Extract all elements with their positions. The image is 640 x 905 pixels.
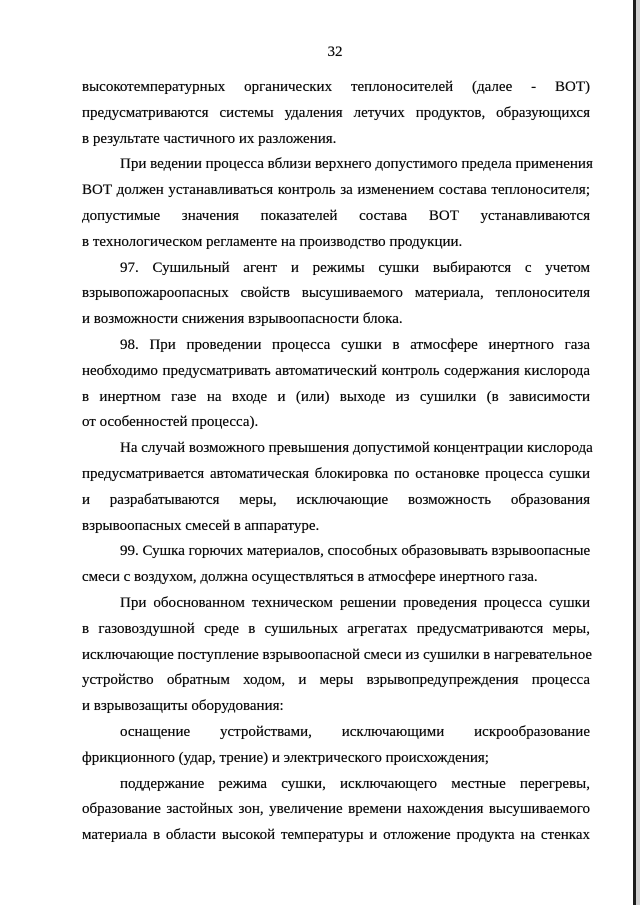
- text-line: предусматривается автоматическая блокировка по остановке процесса сушки: [82, 465, 590, 482]
- text-line: При ведении процесса вблизи верхнего допустимого предела применения: [120, 156, 593, 173]
- paragraph-gas-air-drying: [82, 591, 593, 720]
- clause-97: [82, 256, 590, 333]
- paragraph-oxygen-blocking: [82, 436, 593, 539]
- clause-98: [82, 333, 590, 436]
- clause-99: [82, 539, 590, 591]
- text-line: ВОТ должен устанавливаться контроль за изменением состава теплоносителя;: [82, 182, 590, 199]
- text-line: взрывопожароопасных свойств высушиваемого материала, теплоносителя: [82, 285, 590, 302]
- text-line: образование застойных зон, увеличение времени нахождения высушиваемого: [82, 801, 590, 818]
- text-line: в инертном газе на входе и (или) выходе из сушилки (в зависимости: [82, 388, 590, 405]
- text-line: фрикционного (удар, трение) и электрического происхождения;: [82, 749, 489, 766]
- text-line: 99. Сушка горючих материалов, способных образовывать взрывоопасные: [120, 543, 591, 560]
- paragraph-continuation: [82, 75, 590, 152]
- text-line: На случай возможного превышения допустимой концентрации кислорода: [120, 440, 593, 457]
- text-line: поддержание режима сушки, исключающего местные перегревы,: [120, 775, 590, 792]
- text-line: и возможности снижения взрывоопасности блока.: [82, 311, 403, 328]
- text-line: от особенностей процесса).: [82, 414, 259, 431]
- text-line: предусматриваются системы удаления летучих продуктов, образующихся: [82, 104, 590, 121]
- text-line: исключающие поступление взрывоопасной смеси из сушилки в нагревательное: [82, 646, 593, 663]
- text-line: в результате частичного их разложения.: [82, 130, 337, 147]
- text-line: необходимо предусматривать автоматический контроль содержания кислорода: [82, 362, 590, 379]
- text-line: и взрывозащиты оборудования:: [82, 698, 284, 715]
- page-number: 32: [327, 44, 343, 60]
- document-body: [82, 75, 593, 849]
- text-line: в газовоздушной среде в сушильных агрегатах предусматриваются меры,: [82, 620, 590, 637]
- text-line: 98. При проведении процесса сушки в атмосфере инертного газа: [120, 336, 590, 353]
- text-line: взрывоопасных смесей в аппаратуре.: [82, 517, 320, 534]
- text-line: смеси с воздухом, должна осуществляться в атмосфере инертного газа.: [82, 569, 538, 586]
- paragraph-vot-control: [82, 152, 593, 255]
- text-line: в технологическом регламенте на производство продукции.: [82, 233, 463, 250]
- list-item-spark-protection: [82, 720, 590, 772]
- text-line: оснащение устройствами, исключающими искрообразование: [120, 723, 590, 740]
- text-line: 97. Сушильный агент и режимы сушки выбираются с учетом: [120, 259, 590, 276]
- text-line: устройство обратным ходом, и меры взрывопредупреждения процесса: [82, 672, 590, 689]
- scan-margin: [636, 0, 640, 905]
- text-line: и разрабатываются меры, исключающие возможность образования: [82, 491, 590, 508]
- text-line: допустимые значения показателей состава ВОТ устанавливаются: [82, 207, 590, 224]
- text-line: При обоснованном техническом решении проведения процесса сушки: [120, 594, 590, 611]
- list-item-drying-mode: [82, 772, 590, 849]
- text-line: высокотемпературных органических теплоносителей (далее - ВОТ): [82, 79, 590, 95]
- text-line: материала в области высокой температуры и отложение продукта на стенках: [82, 827, 590, 844]
